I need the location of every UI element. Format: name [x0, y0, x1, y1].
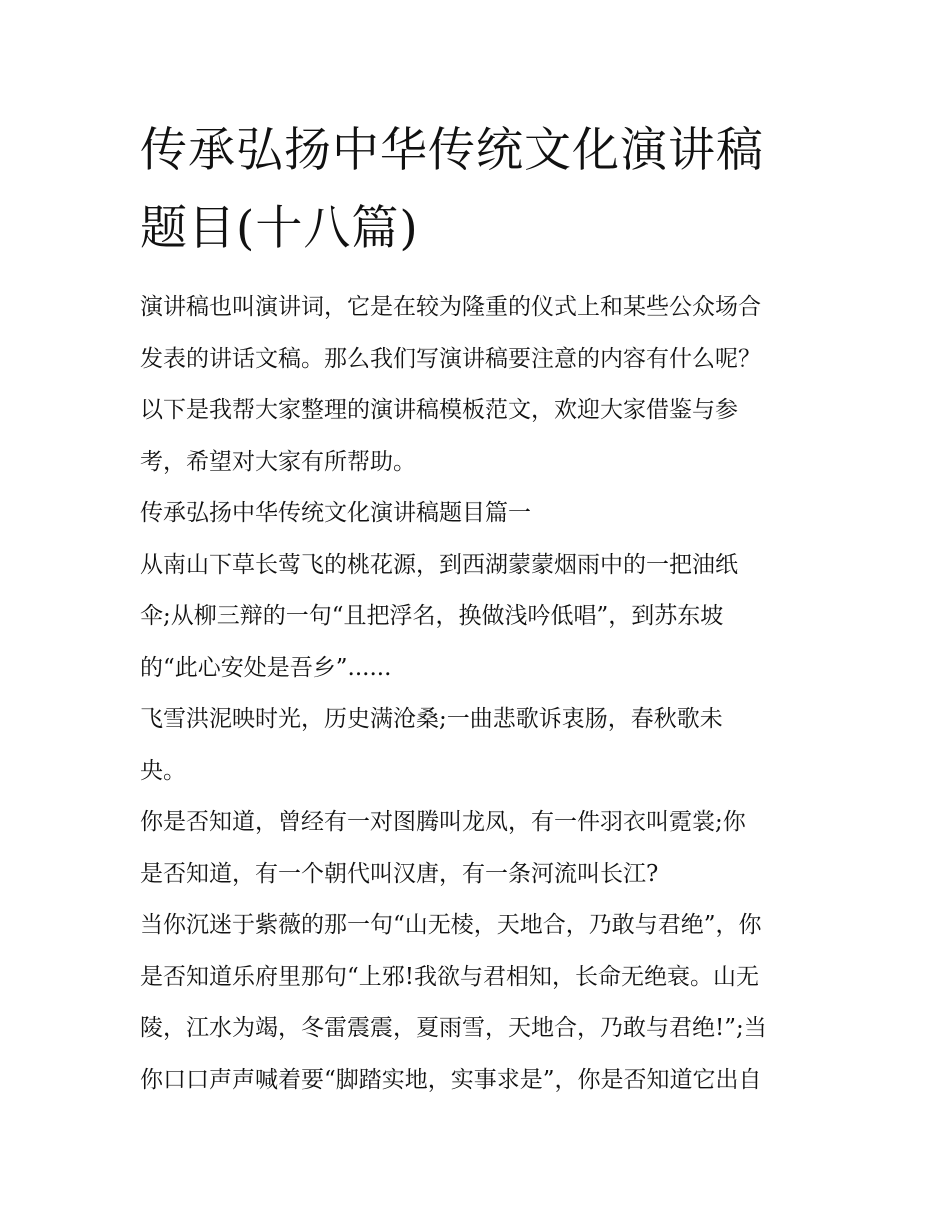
- title-line-2: 题目(十八篇): [140, 201, 419, 256]
- paragraph-line: 陵，江水为竭，冬雷震震，夏雨雪，天地合，乃敢与君绝!”;当: [140, 1015, 767, 1041]
- intro-line-2: 发表的讲话文稿。那么我们写演讲稿要注意的内容有什么呢？: [140, 345, 761, 372]
- section-heading: 传承弘扬中华传统文化演讲稿题目篇一: [140, 500, 531, 526]
- document-page: [140, 112, 820, 1106]
- paragraph-line: 飞雪洪泥映时光，历史满沧桑;一曲悲歌诉衷肠，春秋歌未: [140, 706, 723, 732]
- paragraph-line: 是否知道乐府里那句“上邪!我欲与君相知，长命无绝衰。山无: [140, 963, 760, 990]
- intro-line-4: 考，希望对大家有所帮助。: [140, 448, 416, 475]
- paragraph-line: 当你沉迷于紫薇的那一句“山无棱，天地合，乃敢与君绝”，你: [140, 912, 762, 938]
- document-body: [140, 282, 820, 1106]
- paragraph-line: 央。: [140, 757, 186, 784]
- paragraph-line: 伞;从柳三辩的一句“且把浮名，换做浅吟低唱”，到苏东坡: [140, 603, 724, 629]
- document-title: [140, 112, 820, 268]
- paragraph-line: 的“此心安处是吾乡”......: [140, 654, 392, 681]
- title-line-1: 传承弘扬中华传统文化演讲稿: [140, 123, 764, 178]
- paragraph-line: 是否知道，有一个朝代叫汉唐，有一条河流叫长江?: [140, 860, 659, 887]
- intro-line-1: 演讲稿也叫演讲词，它是在较为隆重的仪式上和某些公众场合: [140, 294, 761, 320]
- paragraph-line: 你是否知道，曾经有一对图腾叫龙凤，有一件羽衣叫霓裳;你: [140, 809, 746, 835]
- intro-line-3: 以下是我帮大家整理的演讲稿模板范文，欢迎大家借鉴与参: [140, 397, 738, 423]
- paragraph-line: 你口口声声喊着要“脚踏实地，实事求是”，你是否知道它出自: [140, 1066, 762, 1093]
- paragraph-line: 从南山下草长莺飞的桃花源，到西湖蒙蒙烟雨中的一把油纸: [140, 551, 738, 578]
